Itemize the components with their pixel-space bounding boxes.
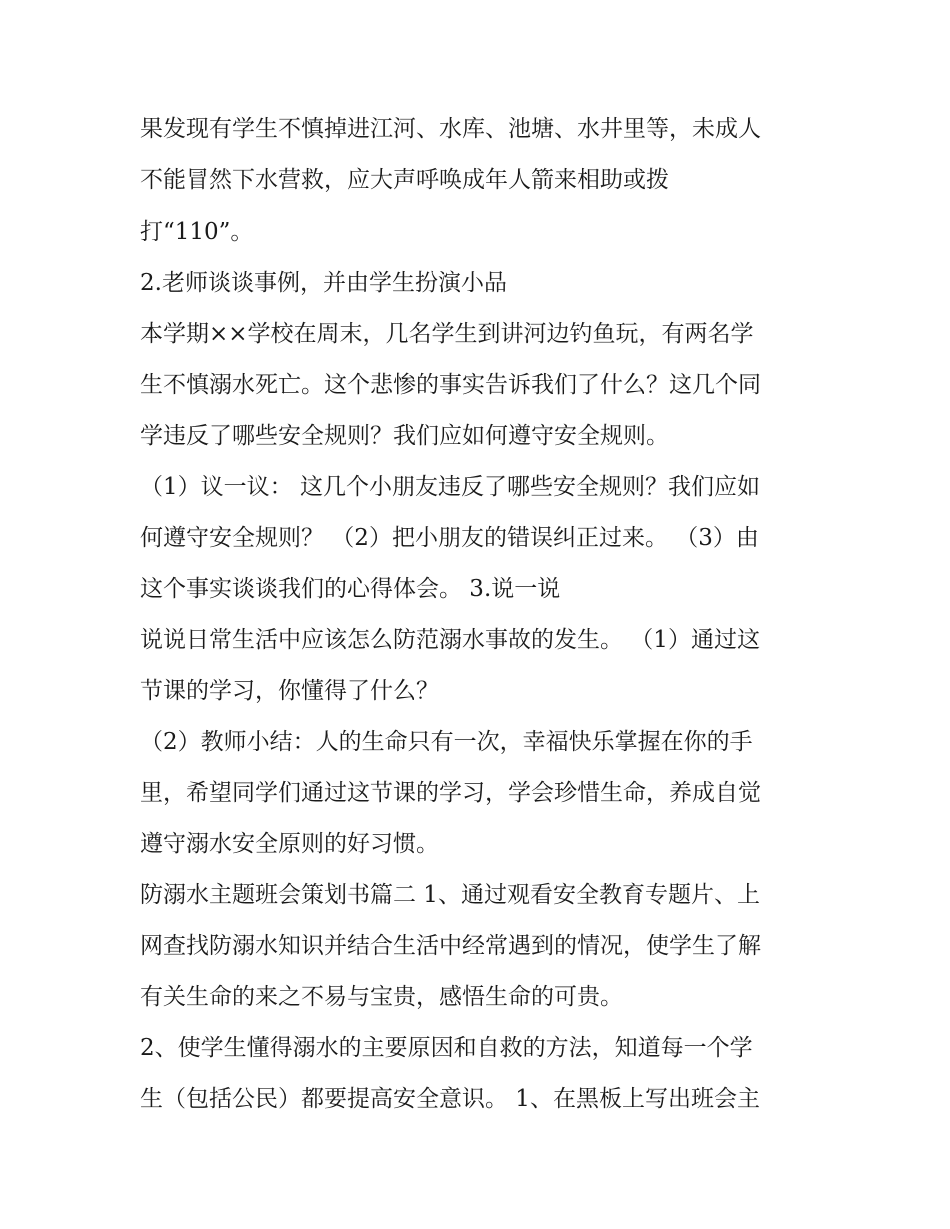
text-line-2: 不能冒然下水营救，应大声呼唤成年人箭来相助或拨	[140, 167, 669, 193]
text-line-13: （2）教师小结：人的生命只有一次，幸福快乐掌握在你的手	[140, 729, 753, 755]
text-line-5: 本学期××学校在周末，几名学生到讲河边钓鱼玩，有两名学	[140, 321, 754, 347]
text-line-8: （1）议一议： 这几个小朋友违反了哪些安全规则？我们应如	[140, 474, 760, 500]
text-line-14: 里，希望同学们通过这节课的学习，学会珍惜生命，养成自觉	[140, 780, 761, 806]
text-line-4: 2.老师谈谈事例，并由学生扮演小品	[140, 270, 507, 296]
document-text	[140, 104, 820, 1125]
text-line-10: 这个事实谈谈我们的心得体会。 3.说一说	[140, 576, 561, 602]
text-line-1: 果发现有学生不慎掉进江河、水库、池塘、水井里等，未成人	[140, 116, 761, 142]
text-line-15: 遵守溺水安全原则的好习惯。	[140, 831, 439, 857]
text-line-20: 生（包括公民）都要提高安全意识。 1、在黑板上写出班会主	[140, 1086, 760, 1112]
text-line-17: 网查找防溺水知识并结合生活中经常遇到的情况，使学生了解	[140, 933, 761, 959]
text-line-6: 生不慎溺水死亡。这个悲惨的事实告诉我们了什么？这几个同	[140, 372, 761, 398]
text-line-19: 2、使学生懂得溺水的主要原因和自救的方法，知道每一个学	[140, 1035, 753, 1061]
text-line-11: 说说日常生活中应该怎么防范溺水事故的发生。 （1）通过这	[140, 627, 760, 653]
text-line-16: 防溺水主题班会策划书篇二 1、通过观看安全教育专题片、上	[140, 882, 760, 908]
text-line-7: 学违反了哪些安全规则？我们应如何遵守安全规则。	[140, 423, 669, 449]
text-line-3: 打“110”。	[140, 219, 254, 245]
text-line-18: 有关生命的来之不易与宝贵，感悟生命的可贵。	[140, 984, 623, 1010]
text-line-12: 节课的学习，你懂得了什么？	[140, 678, 439, 704]
text-line-9: 何遵守安全规则？ （2）把小朋友的错误纠正过来。 （3）由	[140, 525, 759, 551]
